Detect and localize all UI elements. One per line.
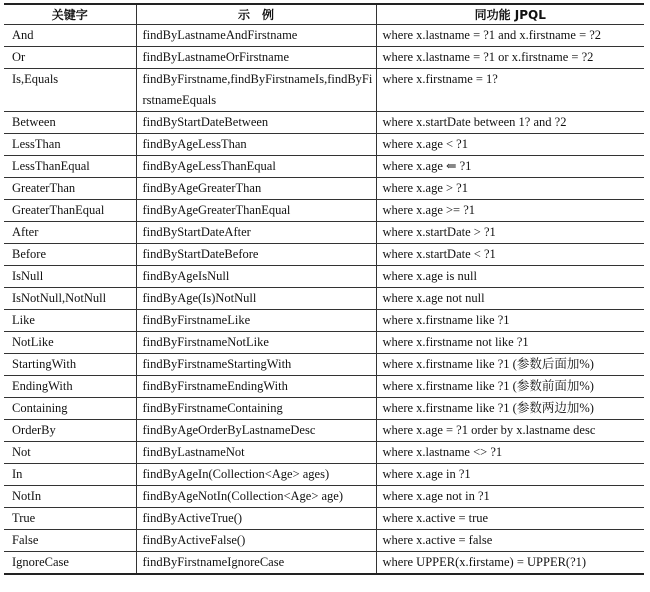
- table-row: [4, 508, 644, 530]
- keyword-cell: LessThanEqual: [4, 156, 136, 178]
- table-row: [4, 25, 644, 47]
- keyword-cell: False: [4, 530, 136, 552]
- example-cell: findByActiveFalse(): [136, 530, 376, 552]
- jpql-cell: where x.age ⇐ ?1: [376, 156, 644, 178]
- example-cell: findByStartDateBetween: [136, 112, 376, 134]
- example-cell: findByAgeLessThanEqual: [136, 156, 376, 178]
- document-page: [4, 3, 644, 575]
- example-cell: findByStartDateBefore: [136, 244, 376, 266]
- table-row: [4, 530, 644, 552]
- jpql-cell: where x.active = true: [376, 508, 644, 530]
- table-row: [4, 156, 644, 178]
- example-cell: findByFirstnameLike: [136, 310, 376, 332]
- table-row: [4, 112, 644, 134]
- jpql-cell: where x.startDate between 1? and ?2: [376, 112, 644, 134]
- keyword-cell: Between: [4, 112, 136, 134]
- table-row: [4, 376, 644, 398]
- table-row: [4, 288, 644, 310]
- example-cell: findByAgeIn(Collection<Age> ages): [136, 464, 376, 486]
- table-row: [4, 200, 644, 222]
- jpql-cell: where x.firstname = 1?: [376, 69, 644, 112]
- jpql-cell: where x.firstname like ?1 (参数前面加%): [376, 376, 644, 398]
- example-cell: findByAgeOrderByLastnameDesc: [136, 420, 376, 442]
- table-row: [4, 47, 644, 69]
- jpql-cell: where UPPER(x.firstame) = UPPER(?1): [376, 552, 644, 575]
- example-cell: findByStartDateAfter: [136, 222, 376, 244]
- keyword-cell: NotLike: [4, 332, 136, 354]
- table-row: [4, 178, 644, 200]
- keyword-cell: In: [4, 464, 136, 486]
- jpql-cell: where x.lastname = ?1 and x.firstname = ?2: [376, 25, 644, 47]
- table-row: [4, 266, 644, 288]
- table-row: [4, 222, 644, 244]
- keyword-table: [4, 3, 644, 575]
- table-row: [4, 244, 644, 266]
- keyword-cell: LessThan: [4, 134, 136, 156]
- example-cell: findByFirstnameContaining: [136, 398, 376, 420]
- example-cell: findByFirstnameIgnoreCase: [136, 552, 376, 575]
- table-row: [4, 398, 644, 420]
- jpql-cell: where x.firstname like ?1 (参数两边加%): [376, 398, 644, 420]
- keyword-cell: NotIn: [4, 486, 136, 508]
- table-row: [4, 464, 644, 486]
- table-row: [4, 332, 644, 354]
- keyword-cell: GreaterThan: [4, 178, 136, 200]
- jpql-cell: where x.age in ?1: [376, 464, 644, 486]
- table-row: [4, 134, 644, 156]
- keyword-cell: True: [4, 508, 136, 530]
- example-cell: findByFirstnameNotLike: [136, 332, 376, 354]
- example-cell: findByAgeGreaterThan: [136, 178, 376, 200]
- table-row: [4, 552, 644, 575]
- table-row: [4, 354, 644, 376]
- table-header-row: [4, 4, 644, 25]
- header-keyword: 关键字: [4, 4, 136, 25]
- example-cell: findByLastnameOrFirstname: [136, 47, 376, 69]
- example-cell: findByLastnameAndFirstname: [136, 25, 376, 47]
- keyword-cell: EndingWith: [4, 376, 136, 398]
- header-example: 示 例: [136, 4, 376, 25]
- header-jpql: 同功能 JPQL: [376, 4, 644, 25]
- keyword-cell: After: [4, 222, 136, 244]
- table-row: [4, 442, 644, 464]
- example-cell: findByFirstnameEndingWith: [136, 376, 376, 398]
- table-row: [4, 69, 644, 112]
- jpql-cell: where x.age >= ?1: [376, 200, 644, 222]
- keyword-cell: IgnoreCase: [4, 552, 136, 575]
- keyword-cell: Like: [4, 310, 136, 332]
- jpql-cell: where x.startDate < ?1: [376, 244, 644, 266]
- example-cell: findByAgeNotIn(Collection<Age> age): [136, 486, 376, 508]
- table-row: [4, 420, 644, 442]
- jpql-cell: where x.age not null: [376, 288, 644, 310]
- keyword-cell: Before: [4, 244, 136, 266]
- jpql-cell: where x.age < ?1: [376, 134, 644, 156]
- example-cell: findByActiveTrue(): [136, 508, 376, 530]
- jpql-cell: where x.age = ?1 order by x.lastname desc: [376, 420, 644, 442]
- jpql-cell: where x.firstname like ?1 (参数后面加%): [376, 354, 644, 376]
- jpql-cell: where x.firstname like ?1: [376, 310, 644, 332]
- table-row: [4, 486, 644, 508]
- example-cell: findByAgeLessThan: [136, 134, 376, 156]
- jpql-cell: where x.age > ?1: [376, 178, 644, 200]
- keyword-cell: GreaterThanEqual: [4, 200, 136, 222]
- keyword-cell: Is,Equals: [4, 69, 136, 112]
- table-row: [4, 310, 644, 332]
- jpql-cell: where x.lastname = ?1 or x.firstname = ?2: [376, 47, 644, 69]
- example-cell: findByLastnameNot: [136, 442, 376, 464]
- jpql-cell: where x.startDate > ?1: [376, 222, 644, 244]
- jpql-cell: where x.firstname not like ?1: [376, 332, 644, 354]
- example-cell: findByFirstname,findByFirstnameIs,findByFirstnameEquals: [136, 69, 376, 112]
- keyword-cell: Containing: [4, 398, 136, 420]
- keyword-cell: StartingWith: [4, 354, 136, 376]
- keyword-cell: And: [4, 25, 136, 47]
- keyword-cell: Not: [4, 442, 136, 464]
- keyword-cell: IsNull: [4, 266, 136, 288]
- example-cell: findByFirstnameStartingWith: [136, 354, 376, 376]
- keyword-cell: OrderBy: [4, 420, 136, 442]
- example-cell: findByAgeGreaterThanEqual: [136, 200, 376, 222]
- example-cell: findByAge(Is)NotNull: [136, 288, 376, 310]
- example-cell: findByAgeIsNull: [136, 266, 376, 288]
- jpql-cell: where x.age not in ?1: [376, 486, 644, 508]
- keyword-cell: IsNotNull,NotNull: [4, 288, 136, 310]
- jpql-cell: where x.active = false: [376, 530, 644, 552]
- jpql-cell: where x.age is null: [376, 266, 644, 288]
- jpql-cell: where x.lastname <> ?1: [376, 442, 644, 464]
- keyword-cell: Or: [4, 47, 136, 69]
